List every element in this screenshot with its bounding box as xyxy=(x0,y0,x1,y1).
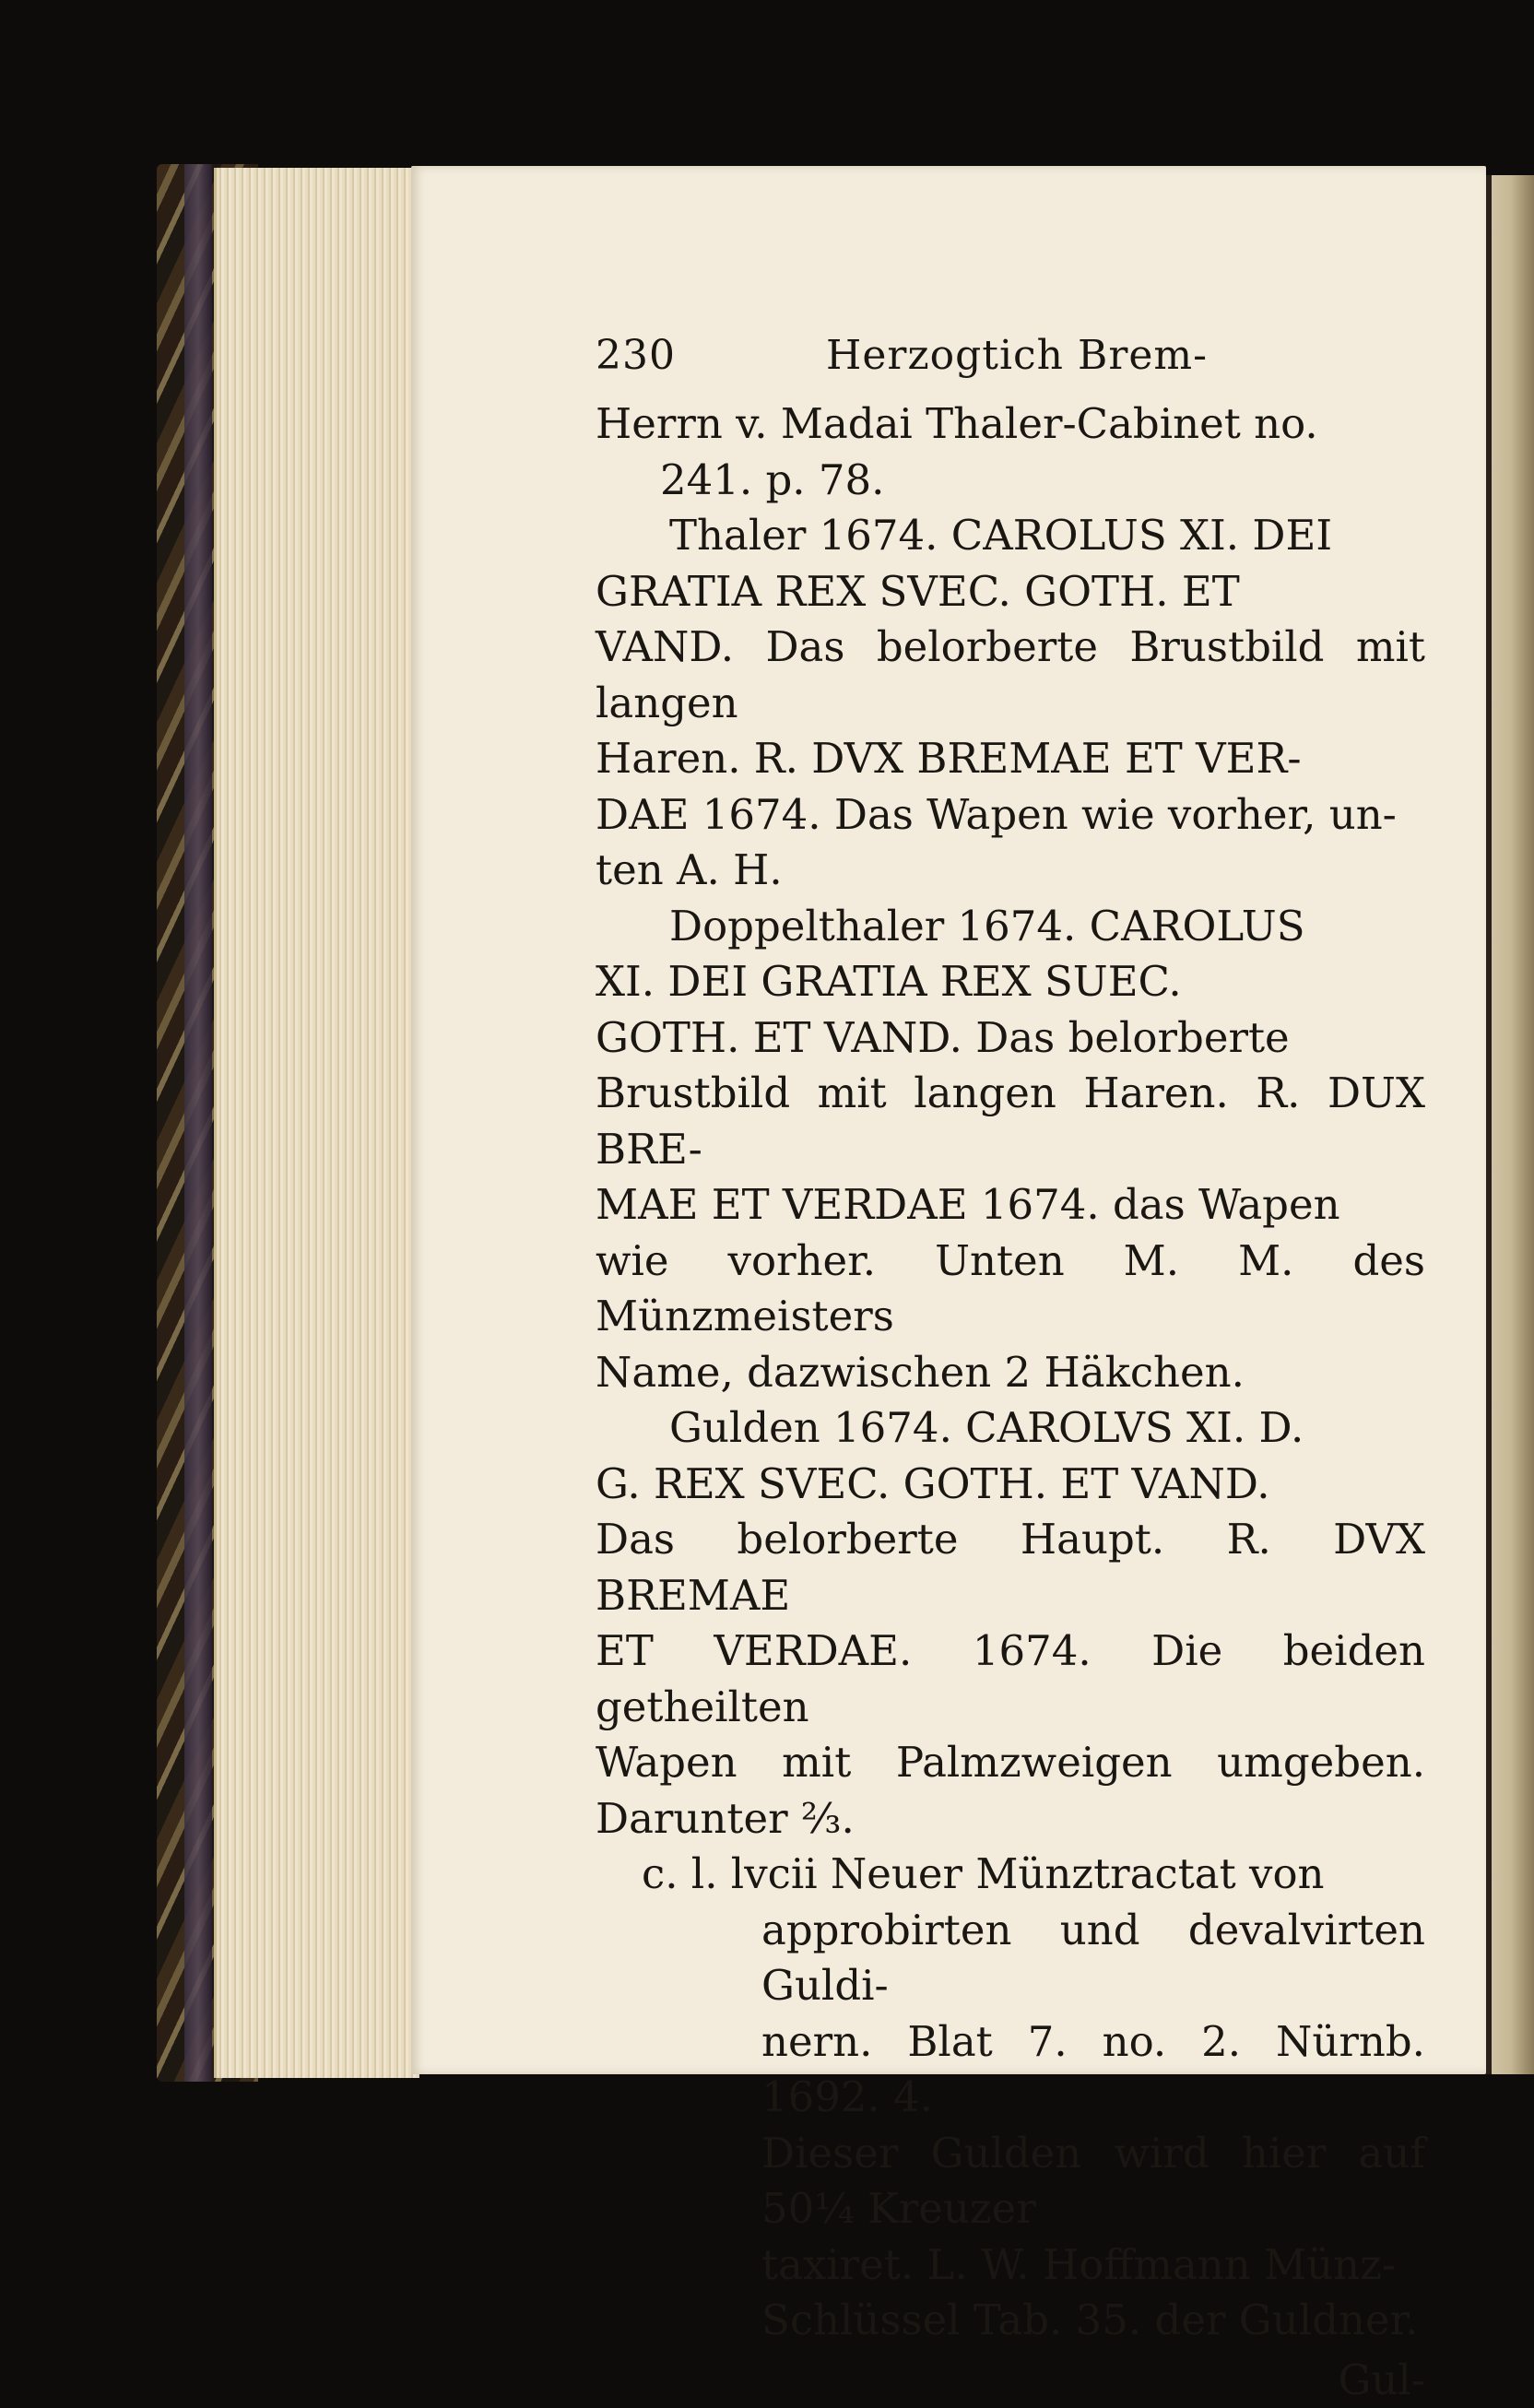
entry-thaler xyxy=(596,508,1425,899)
paragraph xyxy=(596,508,1425,899)
text-line-4: Haren. R. DVX BREMAE ET VER- xyxy=(596,734,1302,783)
text-line-3: Das belorberte Haupt. R. DVX BREMAE xyxy=(596,1515,1425,1620)
text-line-5: taxiret. L. W. Hoffmann Münz- xyxy=(761,2240,1396,2289)
page-number: 230 xyxy=(596,332,676,379)
text-line-5: Wapen mit Palmzweigen umgeben. Darunter ⅔. xyxy=(596,1738,1425,1843)
entry-gulden xyxy=(596,1400,1425,1847)
text-line-2: G. REX SVEC. GOTH. ET VAND. xyxy=(596,1459,1270,1508)
running-head: Herzogtich Brem- xyxy=(826,332,1208,379)
text-line-6: Schlüssel Tab. 35. der Guldner. xyxy=(761,2296,1418,2344)
text-line-3: GOTH. ET VAND. Das belorberte xyxy=(596,1013,1290,1062)
text-line-5: DAE 1674. Das Wapen wie vorher, un- xyxy=(596,790,1397,839)
entry-reference xyxy=(596,1847,1425,2349)
text-line-2: approbirten und devalvirten Guldi- xyxy=(761,1906,1425,2011)
entry-doppelthaler xyxy=(596,899,1425,1401)
text-line-5: MAE ET VERDAE 1674. das Wapen xyxy=(596,1180,1340,1229)
text-line-1: c. l. lvcii Neuer Münztractat von xyxy=(642,1849,1325,1898)
text-line-1: Doppelthaler 1674. CAROLUS xyxy=(669,902,1305,950)
page-header xyxy=(596,332,1425,396)
text-line-1: Gulden 1674. CAROLVS XI. D. xyxy=(669,1403,1304,1452)
paragraph xyxy=(596,899,1425,1401)
paragraph xyxy=(596,1400,1425,1847)
text-line-7: Name, dazwischen 2 Häkchen. xyxy=(596,1348,1245,1397)
text-line-3: nern. Blat 7. no. 2. Nürnb. 1692. 4. xyxy=(761,2017,1425,2122)
text-line-6: wie vorher. Unten M. M. des Münzmeisters xyxy=(596,1236,1425,1341)
text-line-4: Brustbild mit langen Haren. R. DUX BRE- xyxy=(596,1068,1425,1174)
cover-spine-strip xyxy=(184,164,212,2082)
page-text-block xyxy=(596,332,1425,2408)
page-block-edges xyxy=(214,168,419,2078)
text-line-3: VAND. Das belorberte Brustbild mit langen xyxy=(596,622,1425,727)
reference-paragraph xyxy=(642,1847,1425,2349)
text-line-2: XI. DEI GRATIA REX SUEC. xyxy=(596,957,1182,1006)
text-line-1: Herrn v. Madai Thaler-Cabinet no. xyxy=(596,399,1318,448)
text-line-6: ten A. H. xyxy=(596,845,783,894)
text-line-2: 241. p. 78. xyxy=(660,455,884,504)
catchword: Gul- xyxy=(596,2353,1425,2408)
book-page xyxy=(411,166,1486,2074)
text-line-4: ET VERDAE. 1674. Die beiden getheilten xyxy=(596,1626,1425,1731)
entry-intro xyxy=(596,396,1425,508)
text-line-1: Thaler 1674. CAROLUS XI. DEI xyxy=(669,511,1332,560)
text-line-2: GRATIA REX SVEC. GOTH. ET xyxy=(596,567,1240,616)
text-line xyxy=(596,396,1425,508)
text-line-4: Dieser Gulden wird hier auf 50¼ Kreuzer xyxy=(761,2129,1425,2234)
